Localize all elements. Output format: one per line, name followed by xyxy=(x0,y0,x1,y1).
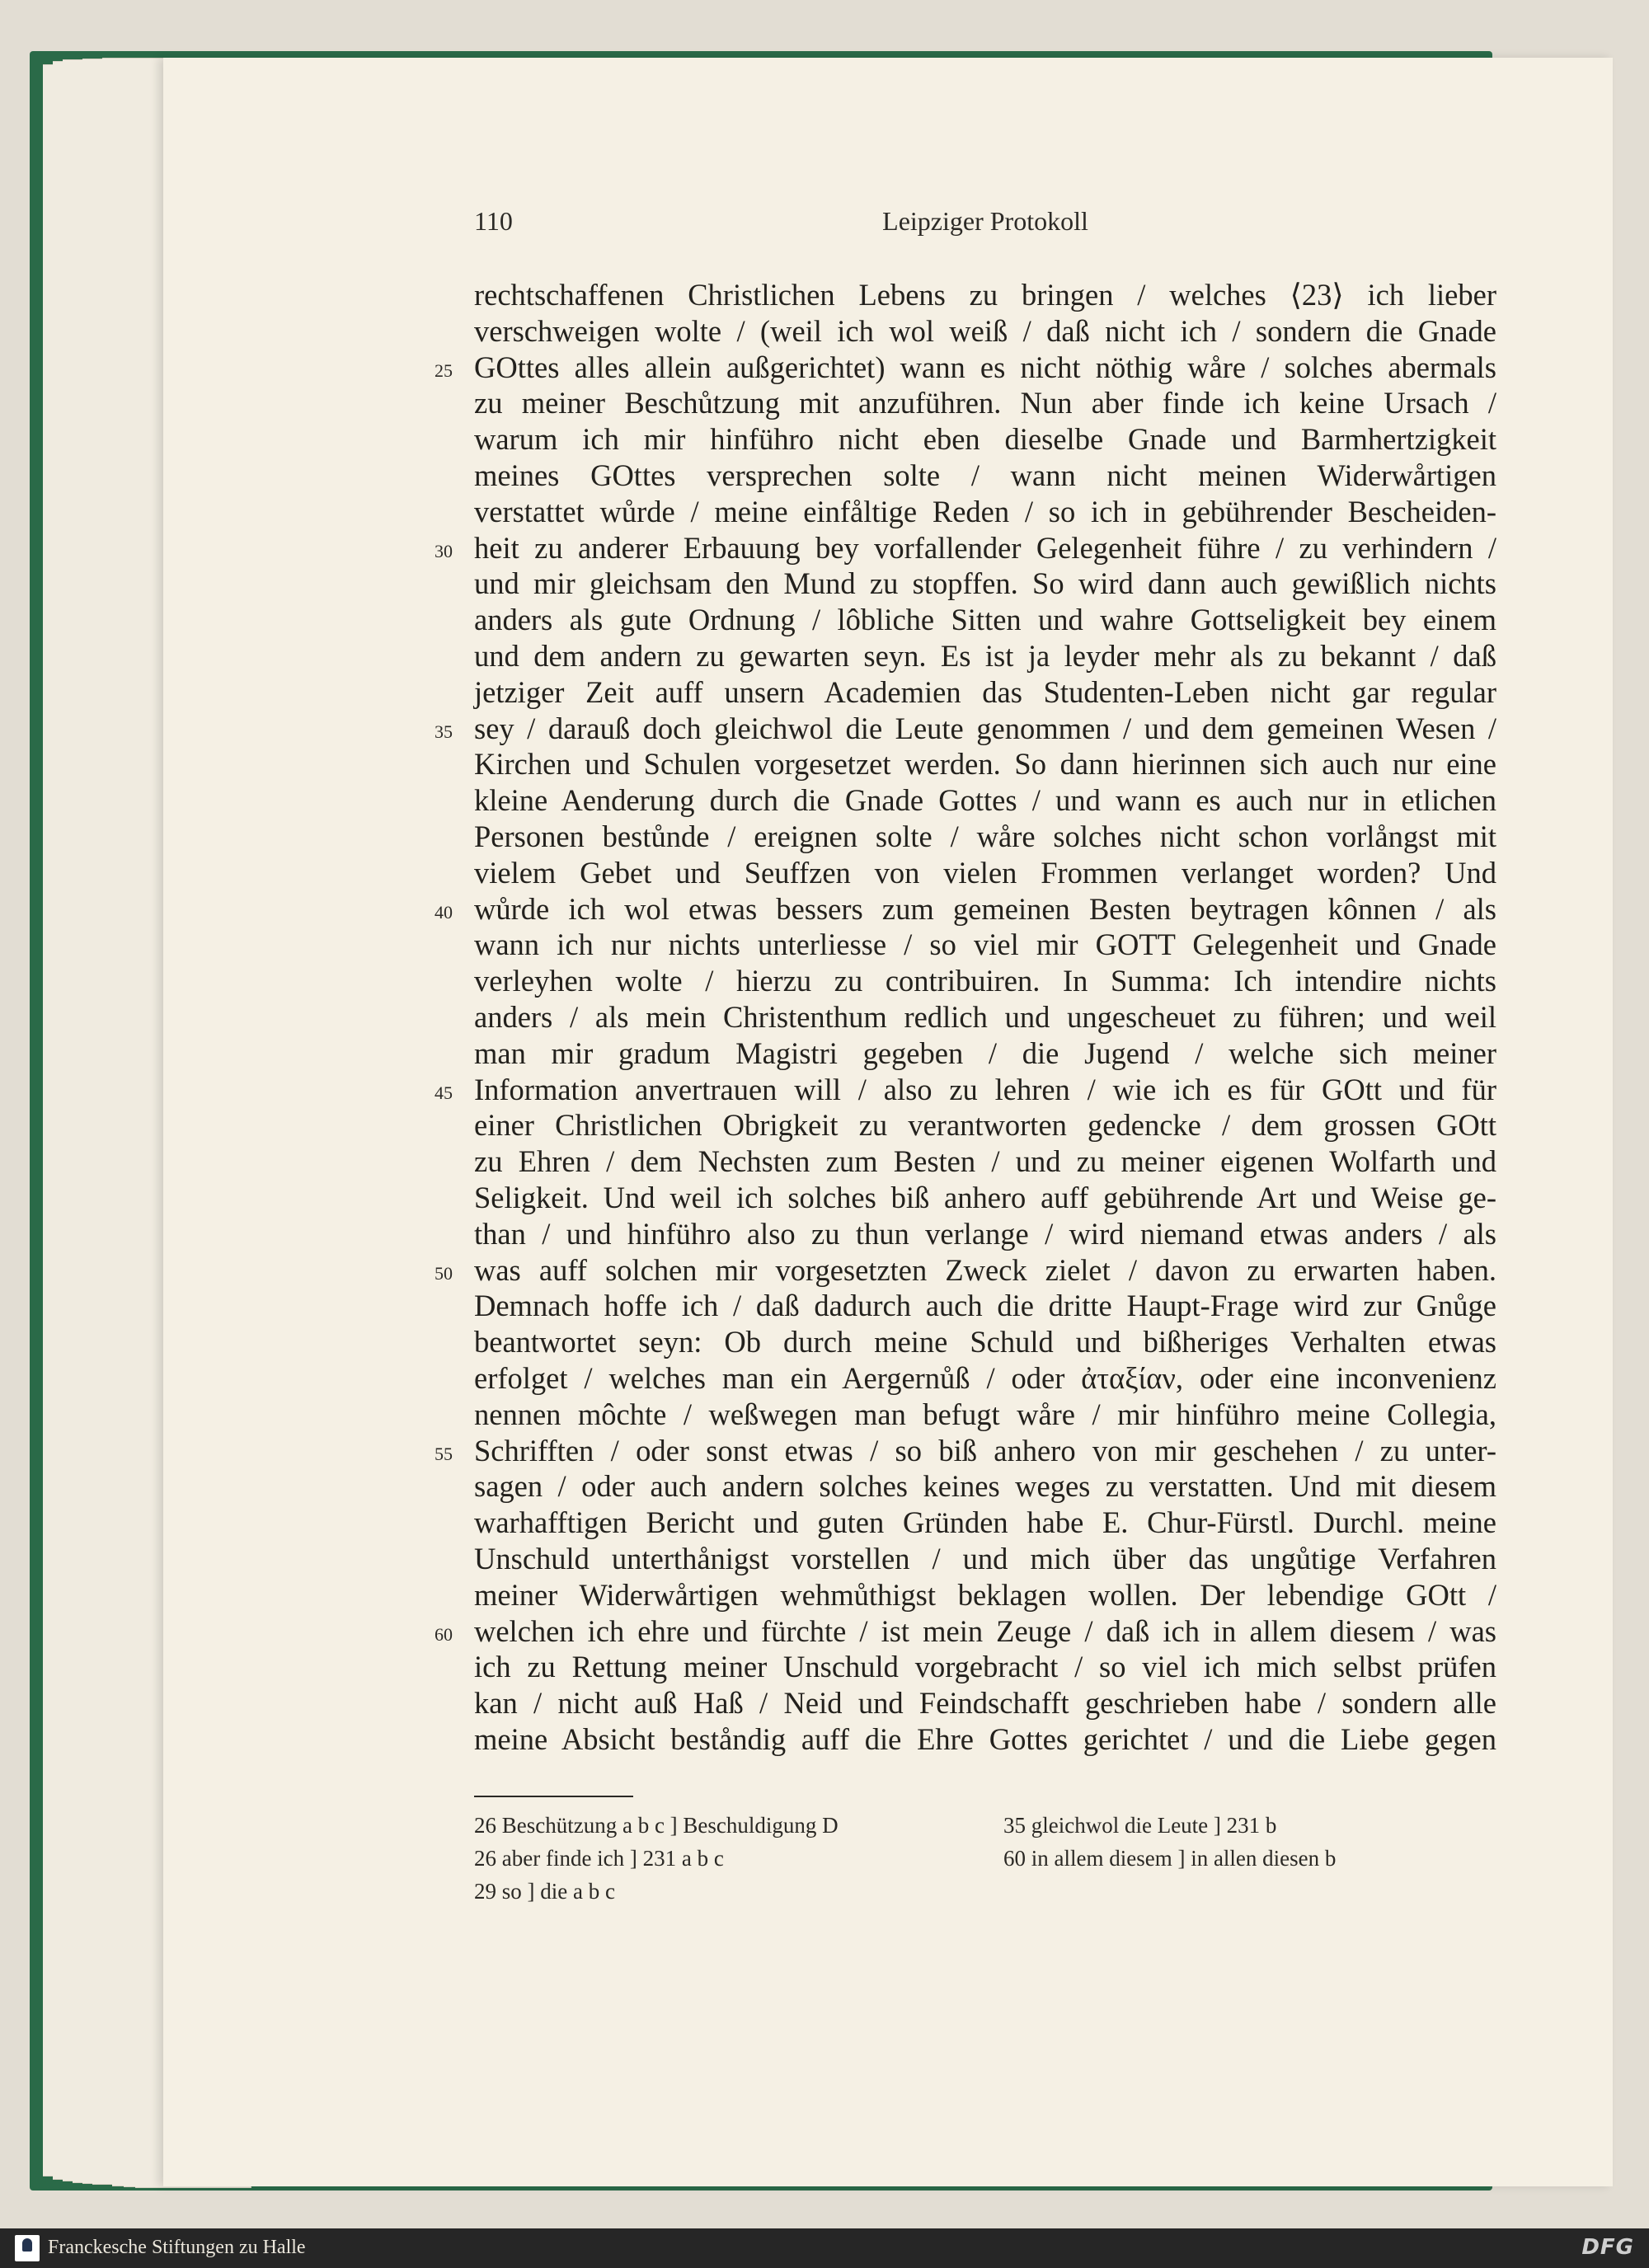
body-line: zu meiner Beschůtzung mit anzuführen. Nun aber finde ich keine Ursach / xyxy=(474,386,1496,420)
line-number: 50 xyxy=(435,1262,453,1284)
footnote-left: 26 aber finde ich ] 231 a b c xyxy=(474,1846,724,1871)
body-line: heit zu anderer Erbauung bey vorfallender Gelegenheit führe / zu verhindern / xyxy=(474,530,1496,565)
body-line: Unschuld unterthånigst vorstellen / und mich über das ungůtige Verfahren xyxy=(474,1542,1496,1575)
footnote-rule xyxy=(474,1796,633,1797)
body-line: rechtschaffenen Christlichen Lebens zu bringen / welches ⟨23⟩ ich lieber xyxy=(474,278,1496,312)
line-number: 30 xyxy=(435,540,453,561)
body-line: warum ich mir hinführo nicht eben dieselbe Gnade und Barmhertzigkeit xyxy=(474,422,1496,457)
body-line: anders als gute Ordnung / lôbliche Sitten und wahre Gottseligkeit bey einem xyxy=(474,603,1496,637)
body-line: und mir gleichsam den Mund zu stopffen. So wird dann auch gewißlich nichts xyxy=(474,566,1496,601)
institution-logo-icon xyxy=(15,2235,40,2261)
body-line: jetziger Zeit auff unsern Academien das Studenten-Leben nicht gar regular xyxy=(474,674,1496,709)
footnote-right: 60 in allem diesem ] in allen diesen b xyxy=(1003,1846,1337,1871)
body-line: Seligkeit. Und weil ich solches biß anhero auff gebührende Art und Weise ge- xyxy=(474,1181,1496,1214)
body-line: meines GOttes versprechen solte / wann nicht meinen Widerwårtigen xyxy=(474,458,1496,492)
page-header xyxy=(474,206,1496,256)
body-line: wann ich nur nichts unterliesse / so viel mir GOTT Gelegenheit und Gnade xyxy=(474,927,1496,962)
body-line: nennen môchte / weßwegen man befugt wåre / mir hinführo meine Collegia, xyxy=(474,1397,1496,1431)
page-number: 110 xyxy=(474,206,513,236)
body-line: sagen / oder auch andern solches keines weges zu verstatten. Und mit diesem xyxy=(474,1469,1496,1504)
footnote-left: 26 Beschützung a b c ] Beschuldigung D xyxy=(474,1813,839,1838)
body-line: GOttes alles allein außgerichtet) wann es nicht nöthig wåre / solches abermals xyxy=(474,350,1496,384)
line-number: 60 xyxy=(435,1623,453,1645)
body-line: anders / als mein Christenthum redlich und ungescheuet zu führen; und weil xyxy=(474,1000,1496,1034)
body-line: Demnach hoffe ich / daß dadurch auch die dritte Haupt-Frage wird zur Gnůge xyxy=(474,1289,1496,1323)
line-number: 35 xyxy=(435,721,453,742)
line-number: 40 xyxy=(435,901,453,923)
running-head: Leipziger Protokoll xyxy=(882,206,1088,236)
line-number: 25 xyxy=(435,359,453,381)
line-number: 55 xyxy=(435,1443,453,1464)
institution-name: Franckesche Stiftungen zu Halle xyxy=(48,2237,306,2258)
body-line: und dem andern zu gewarten seyn. Es ist ja leyder mehr als zu bekannt / daß xyxy=(474,639,1496,673)
body-line: meiner Widerwårtigen wehmůthigst beklagen wollen. Der lebendige GOtt / xyxy=(474,1577,1496,1612)
body-line: Personen bestůnde / ereignen solte / wåre solches nicht schon vorlångst mit xyxy=(474,819,1496,853)
body-line: verleyhen wolte / hierzu zu contribuiren. In Summa: Ich intendire nichts xyxy=(474,964,1496,998)
dfg-logo: DFG xyxy=(1581,2235,1634,2260)
body-line: than / und hinführo also zu thun verlange / wird niemand etwas anders / als xyxy=(474,1216,1496,1251)
body-line: verschweigen wolte / (weil ich wol weiß / daß nicht ich / sondern die Gnade xyxy=(474,313,1496,348)
body-line: Kirchen und Schulen vorgesetzet werden. So dann hierinnen sich auch nur eine xyxy=(474,747,1496,782)
body-line: man mir gradum Magistri gegeben / die Jugend / welche sich meiner xyxy=(474,1035,1496,1070)
body-line: sey / darauß doch gleichwol die Leute genommen / und dem gemeinen Wesen / xyxy=(474,711,1496,745)
body-line: meine Absicht beståndig auff die Ehre Gottes gerichtet / und die Liebe gegen xyxy=(474,1722,1496,1756)
footnote-right: 35 gleichwol die Leute ] 231 b xyxy=(1003,1813,1277,1838)
body-line: Information anvertrauen will / also zu lehren / wie ich es für GOtt und für xyxy=(474,1072,1496,1106)
body-line: was auff solchen mir vorgesetzten Zweck zielet / davon zu erwarten haben. xyxy=(474,1252,1496,1287)
body-line: kleine Aenderung durch die Gnade Gottes / und wann es auch nur in etlichen xyxy=(474,783,1496,818)
body-line: Schrifften / oder sonst etwas / so biß anhero von mir geschehen / zu unter- xyxy=(474,1433,1496,1467)
body-line: ich zu Rettung meiner Unschuld vorgebracht / so viel ich mich selbst prüfen xyxy=(474,1650,1496,1684)
body-line: wůrde ich wol etwas bessers zum gemeinen Besten beytragen kônnen / als xyxy=(474,891,1496,926)
body-line: kan / nicht auß Haß / Neid und Feindschafft geschrieben habe / sondern alle xyxy=(474,1686,1496,1721)
body-line: erfolget / welches man ein Aergernůß / oder ἀταξίαν, oder eine inconvenienz xyxy=(474,1361,1496,1395)
line-number: 45 xyxy=(435,1082,453,1103)
body-line: warhafftigen Bericht und guten Gründen habe E. Chur-Fürstl. Durchl. meine xyxy=(474,1505,1496,1540)
footnote-left: 29 so ] die a b c xyxy=(474,1879,615,1904)
footer-bar xyxy=(0,2228,1649,2268)
body-line: zu Ehren / dem Nechsten zum Besten / und zu meiner eigenen Wolfarth und xyxy=(474,1144,1496,1179)
body-line: verstattet wůrde / meine einfåltige Reden / so ich in gebührender Bescheiden- xyxy=(474,494,1496,528)
body-line: beantwortet seyn: Ob durch meine Schuld und bißheriges Verhalten etwas xyxy=(474,1325,1496,1359)
body-line: einer Christlichen Obrigkeit zu verantworten gedencke / dem grossen GOtt xyxy=(474,1108,1496,1143)
body-line: vielem Gebet und Seuffzen von vielen Frommen verlanget worden? Und xyxy=(474,855,1496,890)
body-line: welchen ich ehre und fürchte / ist mein Zeuge / daß ich in allem diesem / was xyxy=(474,1613,1496,1648)
